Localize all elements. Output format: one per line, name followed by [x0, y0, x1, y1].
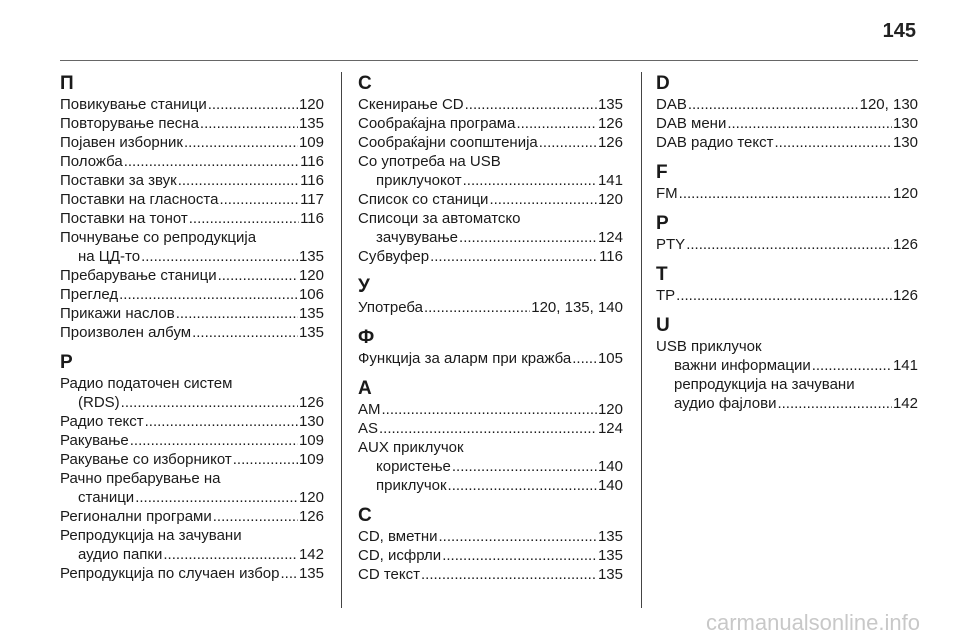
- section-letter: P: [656, 213, 669, 234]
- entry-term: Со употреба на USB: [358, 153, 501, 170]
- index-entry: [656, 184, 918, 203]
- entry-term: на ЦД-то: [78, 248, 141, 265]
- leader-dots: [219, 190, 299, 209]
- entry-pages: 120: [597, 191, 623, 208]
- index-entry: [358, 247, 623, 266]
- entry-term: AUX приклучок: [358, 439, 464, 456]
- leader-dots: [679, 184, 892, 203]
- entry-term: Функција за аларм при кражба: [358, 350, 572, 367]
- leader-dots: [572, 349, 597, 368]
- index-entry: [60, 393, 324, 412]
- index-entry: [358, 546, 623, 565]
- leader-dots: [135, 488, 298, 507]
- index-column-1: [60, 73, 324, 583]
- entry-term: Почнување со репродукција: [60, 229, 257, 246]
- section-letter: С: [358, 73, 372, 94]
- entry-term: AM: [358, 401, 381, 418]
- entry-pages: 120: [298, 96, 324, 113]
- leader-dots: [774, 133, 891, 152]
- entry-term: приклучокот: [376, 172, 462, 189]
- entry-pages: 117: [300, 191, 324, 208]
- leader-dots: [686, 235, 892, 254]
- section-letter: У: [358, 276, 370, 297]
- section-letter: F: [656, 162, 668, 183]
- entry-term: аудио фајлови: [674, 395, 777, 412]
- entry-term: Регионални програми: [60, 508, 212, 525]
- leader-dots: [379, 419, 597, 438]
- entry-term: CD текст: [358, 566, 420, 583]
- entry-term: Повикување станици: [60, 96, 207, 113]
- entry-pages: 142: [892, 395, 918, 412]
- entry-term: Прикажи наслов: [60, 305, 175, 322]
- leader-dots: [176, 304, 298, 323]
- entry-pages: 130: [892, 134, 918, 151]
- leader-dots: [184, 133, 298, 152]
- leader-dots: [430, 247, 598, 266]
- entry-term: Сообраќајни соопштенија: [358, 134, 538, 151]
- entry-term: PTY: [656, 236, 686, 253]
- leader-dots: [812, 356, 892, 375]
- entry-term: Пребарување станици: [60, 267, 217, 284]
- leader-dots: [459, 228, 597, 247]
- index-entry: [358, 298, 623, 317]
- entry-term: DAB мени: [656, 115, 727, 132]
- leader-dots: [463, 171, 597, 190]
- entry-term: AS: [358, 420, 379, 437]
- entry-term: Радио податочен систем: [60, 375, 233, 392]
- leader-dots: [688, 95, 859, 114]
- index-entry: [358, 95, 623, 114]
- index-entry: [358, 349, 623, 368]
- index-entry: [656, 114, 918, 133]
- index-entry: [60, 152, 324, 171]
- entry-pages: 106: [298, 286, 324, 303]
- entry-pages: 135: [597, 96, 623, 113]
- index-entry: [656, 394, 918, 413]
- entry-pages: 120, 135, 140: [531, 299, 623, 316]
- index-entry: [358, 190, 623, 209]
- index-entry: [358, 419, 623, 438]
- entry-term: зачувување: [376, 229, 459, 246]
- entry-term: DAB: [656, 96, 687, 113]
- entry-term: Поставки за звук: [60, 172, 177, 189]
- index-entry: [60, 266, 324, 285]
- entry-term: Список со станици: [358, 191, 489, 208]
- index-entry: [60, 285, 324, 304]
- leader-dots: [516, 114, 597, 133]
- entry-term: приклучок: [376, 477, 447, 494]
- entry-pages: 135: [597, 566, 623, 583]
- leader-dots: [192, 323, 298, 342]
- entry-pages: 105: [597, 350, 623, 367]
- entry-term: Употреба: [358, 299, 423, 316]
- entry-pages: 135: [298, 248, 324, 265]
- index-entry: [60, 507, 324, 526]
- section-letter: Ф: [358, 327, 375, 348]
- leader-dots: [124, 152, 299, 171]
- entry-term: Репродукција по случаен избор: [60, 565, 280, 582]
- leader-dots: [178, 171, 299, 190]
- entry-term: Произволен албум: [60, 324, 192, 341]
- entry-term: Преглед: [60, 286, 119, 303]
- index-entry: [358, 527, 623, 546]
- entry-pages: 130: [892, 115, 918, 132]
- entry-term: (RDS): [78, 394, 120, 411]
- leader-dots: [777, 394, 892, 413]
- index-entry: [358, 400, 623, 419]
- index-column-3: [656, 73, 918, 413]
- entry-pages: 135: [597, 528, 623, 545]
- column-divider-1: [341, 72, 342, 608]
- leader-dots: [200, 114, 298, 133]
- index-entry: [358, 133, 623, 152]
- index-entry: [656, 133, 918, 152]
- section-letter: C: [358, 505, 372, 526]
- leader-dots: [676, 286, 892, 305]
- column-divider-2: [641, 72, 642, 608]
- entry-pages: 126: [298, 394, 324, 411]
- entry-pages: 142: [298, 546, 324, 563]
- entry-pages: 140: [597, 458, 623, 475]
- index-column-2: [358, 73, 623, 584]
- section-letter: T: [656, 264, 668, 285]
- entry-term: Поставки на гласноста: [60, 191, 219, 208]
- section-letter: A: [358, 378, 372, 399]
- entry-term: аудио папки: [78, 546, 163, 563]
- index-entry: [60, 488, 324, 507]
- index-entry: [358, 565, 623, 584]
- index-entry: [358, 114, 623, 133]
- index-entry: [656, 356, 918, 375]
- leader-dots: [208, 95, 298, 114]
- entry-pages: 124: [597, 420, 623, 437]
- leader-dots: [442, 546, 597, 565]
- index-entry: [60, 412, 324, 431]
- leader-dots: [218, 266, 298, 285]
- entry-term: Појавен изборник: [60, 134, 183, 151]
- index-entry: [60, 564, 324, 583]
- index-entry: [656, 286, 918, 305]
- leader-dots: [281, 564, 298, 583]
- entry-term: Поставки на тонот: [60, 210, 188, 227]
- index-entry: [358, 228, 623, 247]
- leader-dots: [145, 412, 298, 431]
- entry-pages: 116: [599, 248, 623, 265]
- entry-pages: 130: [298, 413, 324, 430]
- leader-dots: [727, 114, 892, 133]
- leader-dots: [141, 247, 298, 266]
- leader-dots: [424, 298, 530, 317]
- leader-dots: [189, 209, 299, 228]
- leader-dots: [119, 285, 298, 304]
- entry-pages: 126: [597, 134, 623, 151]
- entry-pages: 116: [300, 210, 324, 227]
- entry-pages: 141: [892, 357, 918, 374]
- index-entry: [60, 450, 324, 469]
- entry-term: USB приклучок: [656, 338, 762, 355]
- entry-pages: 120, 130: [859, 96, 918, 113]
- index-entry: [60, 171, 324, 190]
- entry-pages: 116: [300, 153, 324, 170]
- entry-pages: 135: [597, 547, 623, 564]
- entry-term: TP: [656, 287, 676, 304]
- entry-pages: 120: [298, 489, 324, 506]
- index-entry: [60, 95, 324, 114]
- section-letter: U: [656, 315, 670, 336]
- leader-dots: [489, 190, 597, 209]
- index-entry: [60, 545, 324, 564]
- entry-pages: 135: [298, 565, 324, 582]
- index-entry: [60, 323, 324, 342]
- entry-term: CD, исфрли: [358, 547, 442, 564]
- entry-pages: 120: [298, 267, 324, 284]
- entry-pages: 135: [298, 324, 324, 341]
- entry-term: Рачно пребарување на: [60, 470, 221, 487]
- entry-term: Списоци за автоматско: [358, 210, 521, 227]
- index-entry: [358, 457, 623, 476]
- leader-dots: [130, 431, 298, 450]
- entry-pages: 124: [597, 229, 623, 246]
- section-letter: Р: [60, 352, 73, 373]
- index-entry: [60, 304, 324, 323]
- entry-term: Ракување со изборникот: [60, 451, 232, 468]
- entry-pages: 126: [597, 115, 623, 132]
- index-entry: [60, 133, 324, 152]
- entry-term: Повторување песна: [60, 115, 199, 132]
- index-entry: [656, 95, 918, 114]
- entry-pages: 126: [298, 508, 324, 525]
- leader-dots: [421, 565, 597, 584]
- entry-pages: 109: [298, 134, 324, 151]
- leader-dots: [213, 507, 298, 526]
- entry-pages: 109: [298, 432, 324, 449]
- entry-term: Радио текст: [60, 413, 144, 430]
- entry-term: станици: [78, 489, 135, 506]
- leader-dots: [121, 393, 298, 412]
- header-rule: [60, 60, 918, 61]
- watermark: carmanualsonline.info: [705, 610, 920, 635]
- index-entry: [60, 190, 324, 209]
- entry-pages: 126: [892, 236, 918, 253]
- entry-term: користење: [376, 458, 451, 475]
- entry-term: Скенирање CD: [358, 96, 464, 113]
- entry-pages: 135: [298, 115, 324, 132]
- leader-dots: [163, 545, 298, 564]
- entry-pages: 120: [597, 401, 623, 418]
- leader-dots: [465, 95, 597, 114]
- index-entry: [656, 235, 918, 254]
- entry-term: FM: [656, 185, 678, 202]
- entry-term: DAB радио текст: [656, 134, 774, 151]
- entry-pages: 120: [892, 185, 918, 202]
- entry-term: Субвуфер: [358, 248, 430, 265]
- index-entry: [358, 476, 623, 495]
- section-letter: П: [60, 73, 74, 94]
- entry-pages: 116: [300, 172, 324, 189]
- entry-term: Положба: [60, 153, 123, 170]
- index-entry: [60, 114, 324, 133]
- leader-dots: [233, 450, 298, 469]
- entry-pages: 140: [597, 477, 623, 494]
- entry-pages: 126: [892, 287, 918, 304]
- entry-pages: 135: [298, 305, 324, 322]
- entry-pages: 109: [298, 451, 324, 468]
- section-letter: D: [656, 73, 670, 94]
- index-entry: [358, 171, 623, 190]
- entry-term: важни информации: [674, 357, 811, 374]
- leader-dots: [539, 133, 597, 152]
- entry-pages: 141: [597, 172, 623, 189]
- entry-term: Репродукција на зачувани: [60, 527, 242, 544]
- leader-dots: [448, 476, 597, 495]
- index-entry: [60, 431, 324, 450]
- page-number: 145: [882, 20, 916, 42]
- entry-term: Ракување: [60, 432, 129, 449]
- leader-dots: [439, 527, 597, 546]
- entry-term: репродукција на зачувани: [674, 376, 855, 393]
- leader-dots: [382, 400, 597, 419]
- leader-dots: [452, 457, 597, 476]
- entry-term: Сообраќајна програма: [358, 115, 516, 132]
- index-entry: [60, 209, 324, 228]
- entry-term: CD, вметни: [358, 528, 438, 545]
- index-entry: [60, 247, 324, 266]
